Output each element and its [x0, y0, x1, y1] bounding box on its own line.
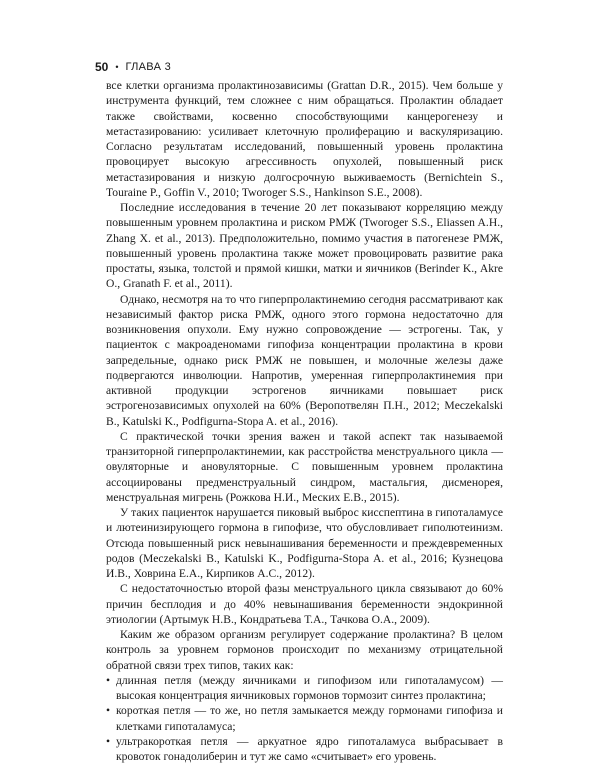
paragraph: Последние исследования в течение 20 лет показывают корреляцию между повышенным уровнем пролактина и риском РМЖ (Tworoger S.S., Eliassen A.H., Zhang X. et al., 2013). Предположительно, помимо участия в патогенезе РМЖ, повышенный уровень пролактина также может провоцировать развитие рака простаты, языка, толстой и прямой кишки, матки и яичников (Berinder K., Akre O., Granath F. et al., 2011). [106, 201, 503, 291]
feedback-loop-list [106, 673, 503, 764]
list-item-text: короткая петля — то же, но петля замыкается между гормонами гипофиза и клетками гипоталамуса; [116, 704, 503, 733]
list-item-text: ультракороткая петля — аркуатное ядро гипоталамуса выбрасывает в кровоток гонадолиберин и тут же само «считывает» его уровень. [116, 734, 503, 763]
paragraph-continuation: все клетки организма пролактинозависимы (Grattan D.R., 2015). Чем больше у инструмента функций, тем сложнее с ним обращаться. Пролактин обладает также свойствами, косвенно способствующими канцерогенезу и метастазированию: усиливает клеточную пролиферацию и васкуляризацию. Согласно результатам исследований, повышенный уровень пролактина провоцирует высокую агрессивность опухолей, повышенный риск метастазирования и низкую долгосрочную выживаемость (Bernichtein S., Touraine P., Goffin V., 2010; Tworoger S.S., Hankinson S.E., 2008). [106, 79, 503, 199]
paragraph: Каким же образом организм регулирует содержание пролактина? В целом контроль за уровнем гормонов происходит по механизму отрицательной обратной связи трех типов, таких как: [106, 628, 503, 672]
running-header [95, 60, 171, 74]
list-item [106, 673, 503, 704]
paragraph: С практической точки зрения важен и такой аспект так называемой транзиторной гиперпролактинемии, как расстройства менструального цикла — овуляторные и ановуляторные. С повышенным уровнем пролактина ассоциированы предменструальный синдром, мастальгия, дисменорея, менструальная мигрень (Рожкова Н.И., Меских Е.В., 2015). [106, 429, 503, 504]
bullet-marker: • [106, 734, 111, 748]
paragraph: С недостаточностью второй фазы менструального цикла связывают до 60% причин бесплодия и до 40% невынашивания беременности эндокринной этиологии (Артымук Н.В., Кондратьева Т.А., Тачкова О.А., 2009). [106, 582, 503, 626]
paragraph: Однако, несмотря на то что гиперпролактинемию сегодня рассматривают как независимый фактор риска РМЖ, одного этого гормона недостаточно для возникновения опухоли. Ему нужно сопровождение — эстрогены. Так, у пациенток с макроаденомами гипофиза концентрации пролактина в крови запредельные, однако риск РМЖ не повышен, и молочные железы даже подвергаются инволюции. Напротив, умеренная гиперпролактинемия при активной продукции эстрогенов яичниками повышает риск эстрогенозависимых опухолей на 60% (Веропотвелян П.Н., 2012; Meczekalski B., Katulski K., Podfigurna-Stopa A. et al., 2016). [106, 292, 503, 428]
paragraph: У таких пациенток нарушается пиковый выброс кисспептина в гипоталамусе и лютеинизирующего гормона в гипофизе, что обусловливает гиполютеинизм. Отсюда повышенный риск невынашивания беременности и преждевременных родов (Meczekalski B., Katulski K., Podfigurna-Stopa A. et al., 2016; Кузнецова И.В., Ховрина Е.А., Кирпиков А.С., 2012). [106, 506, 503, 580]
chapter-title: ГЛАВА 3 [125, 61, 171, 73]
bullet-marker: • [106, 704, 111, 718]
page-number: 50 [95, 60, 109, 74]
list-item-text: длинная петля (между яичниками и гипофизом или гипоталамусом) — высокая концентрация яичниковых гормонов тормозит синтез пролактина; [116, 673, 503, 702]
header-separator: • [115, 62, 119, 72]
body-text [106, 78, 503, 764]
bullet-marker: • [106, 673, 111, 687]
list-item [106, 734, 503, 764]
list-item [106, 703, 503, 734]
